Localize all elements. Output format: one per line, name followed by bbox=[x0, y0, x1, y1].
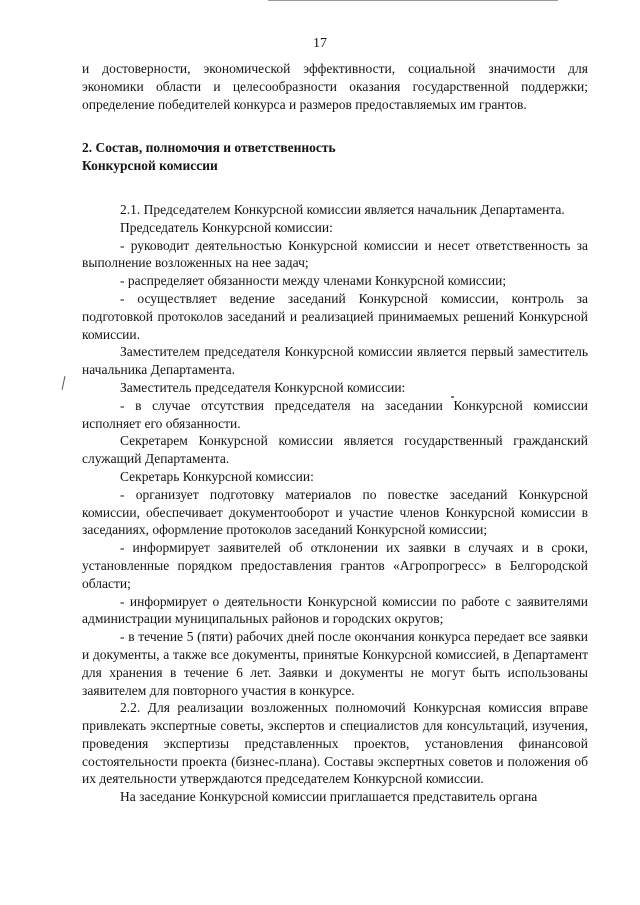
paragraph: 2.1. Председателем Конкурсной комиссии является начальник Департамента. bbox=[120, 201, 565, 217]
paragraph: - осуществляет ведение заседаний Конкурсной комиссии, контроль за подготовкой протоколов заседаний и реализацией принимаемых решений Конкурсной комиссии. bbox=[82, 290, 588, 342]
paragraph: - информирует о деятельности Конкурсной комиссии по работе с заявителями администрации муниципальных районов и городских округов; bbox=[82, 593, 588, 627]
page-number: 17 bbox=[313, 36, 327, 51]
paragraph: На заседание Конкурсной комиссии приглашается представитель органа bbox=[120, 789, 538, 805]
paragraph: - в течение 5 (пяти) рабочих дней после окончания конкурса передает все заявки и документы, а также все документы, принятые Конкурсной комиссией, в Департамент для хранения в течение 6 лет. Заявки и документы не могут быть использованы заявителем для повторного участия в конкурсе. bbox=[82, 629, 588, 698]
paragraph: - в случае отсутствия председателя на заседании Конкурсной комиссии исполняет его обязанности. bbox=[82, 397, 588, 431]
scan-mark bbox=[62, 376, 66, 390]
scan-speck bbox=[451, 396, 454, 398]
section-title-line-1: 2. Состав, полномочия и ответственность bbox=[82, 140, 336, 156]
paragraph: - организует подготовку материалов по повестке заседаний Конкурсной комиссии, обеспечивает документооборот и участие членов Конкурсной комиссии в заседаниях, оформление протоколов заседаний Конкурсной комиссии; bbox=[82, 486, 588, 538]
paragraph: - информирует заявителей об отклонении их заявки в случаях и в сроки, установленные порядком предоставления грантов «Агропрогресс» в Белгородской области; bbox=[82, 540, 588, 591]
paragraph: 2.2. Для реализации возложенных полномочий Конкурсная комиссия вправе привлекать экспертные советы, экспертов и специалистов для консультаций, изучения, проведения экспертизы представленных проектов, установления финансовой состоятельности проекта (бизнес-плана). Составы экспертных советов и положения об их деятельности утверждаются председателем Конкурсной комиссии. bbox=[82, 700, 588, 787]
section-title-line-2: Конкурсной комиссии bbox=[82, 158, 218, 174]
intro-paragraph: и достоверности, экономической эффективности, социальной значимости для экономики области и целесообразности оказания государственной поддержки; определение победителей конкурса и размеров предоставляемых им грантов. bbox=[82, 61, 588, 112]
paragraph: Заместитель председателя Конкурсной комиссии: bbox=[120, 379, 406, 395]
paragraph: - распределяет обязанности между членами Конкурсной комиссии; bbox=[120, 273, 507, 289]
document-body bbox=[82, 60, 588, 806]
paragraph: Секретарь Конкурсной комиссии: bbox=[120, 468, 314, 484]
scan-edge-line bbox=[268, 0, 558, 1]
paragraph: Секретарем Конкурсной комиссии является государственный гражданский служащий Департамента. bbox=[82, 433, 588, 467]
section-title bbox=[82, 139, 588, 175]
paragraph: Председатель Конкурсной комиссии: bbox=[120, 219, 333, 235]
paragraph: - руководит деятельностью Конкурсной комиссии и несет ответственность за выполнение возложенных на нее задач; bbox=[82, 237, 588, 271]
paragraph: Заместителем председателя Конкурсной комиссии является первый заместитель начальника Департамента. bbox=[82, 344, 588, 378]
